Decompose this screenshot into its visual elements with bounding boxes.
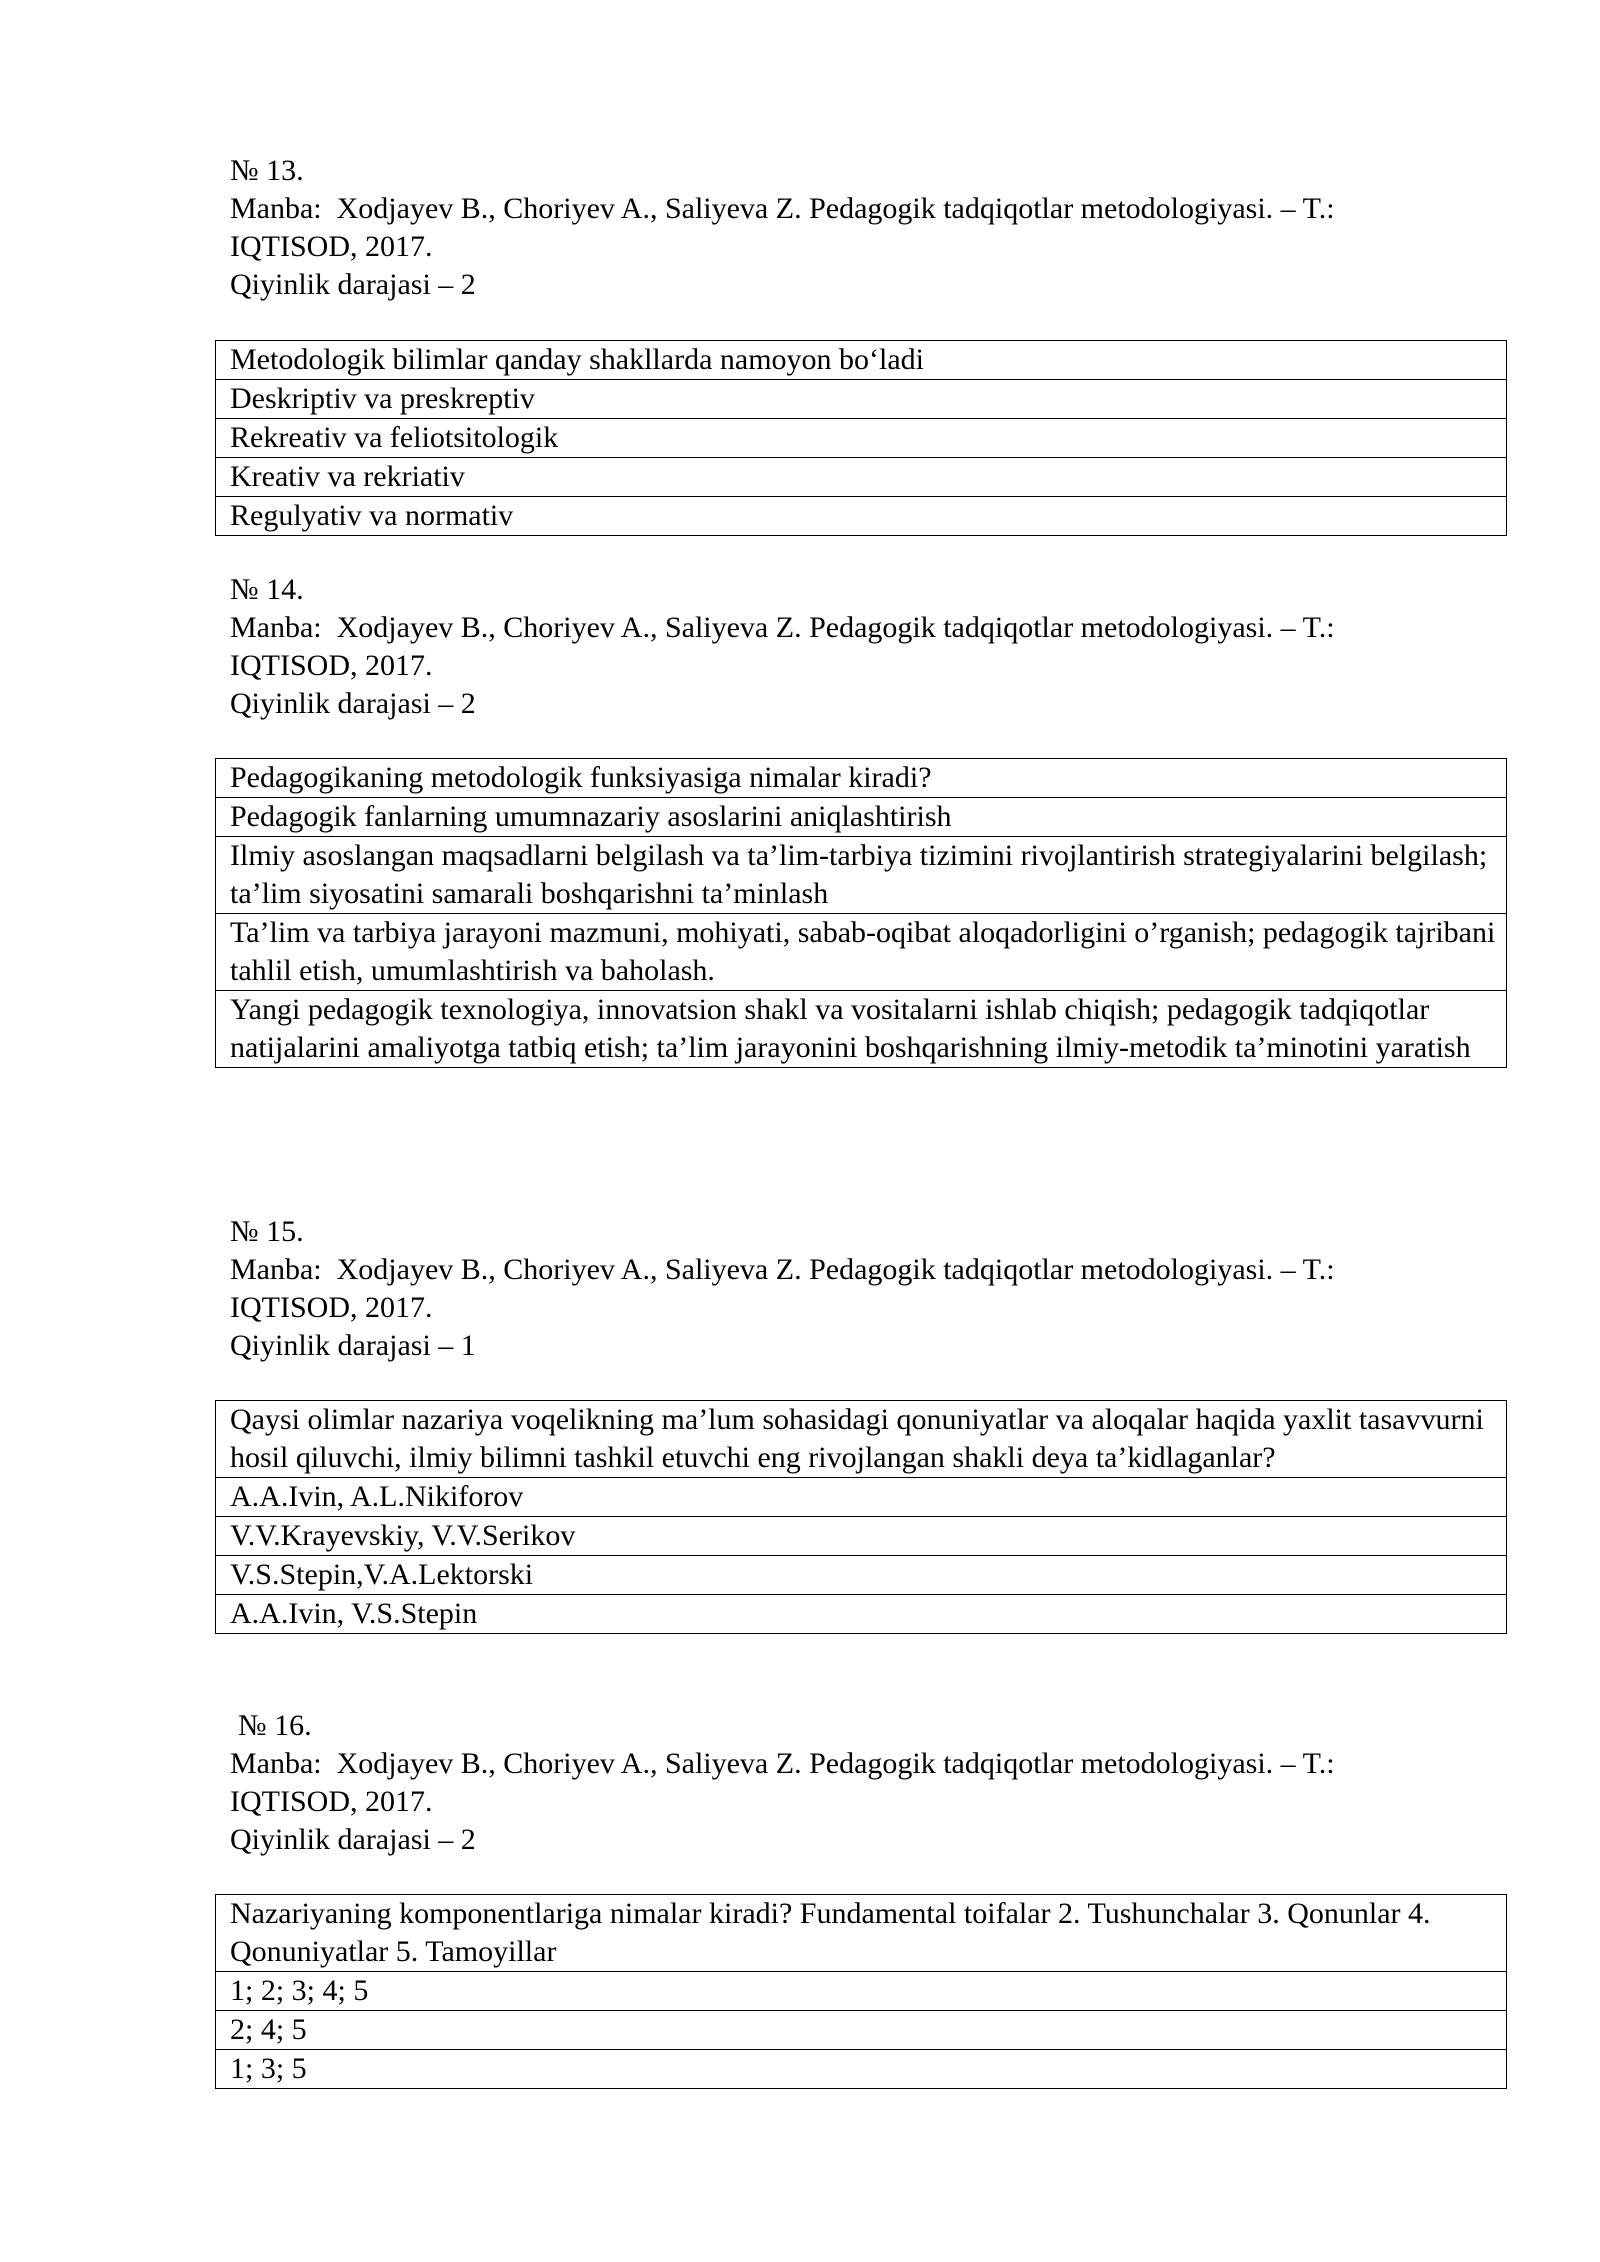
difficulty-level: Qiyinlik darajasi – 2 (230, 687, 476, 720)
question-15-table (215, 1400, 1507, 1634)
question-number: № 15. (230, 1215, 304, 1248)
difficulty-level: Qiyinlik darajasi – 1 (230, 1329, 476, 1362)
question-number: № 14. (230, 573, 304, 606)
source-line: Manba: Xodjayev B., Choriyev A., Saliyeva Z. Pedagogik tadqiqotlar metodologiyasi. – T.: (230, 192, 1335, 225)
difficulty-level: Qiyinlik darajasi – 2 (230, 1823, 476, 1856)
source-line: Manba: Xodjayev B., Choriyev A., Saliyeva Z. Pedagogik tadqiqotlar metodologiyasi. – T.: (230, 1253, 1335, 1286)
answer-option: 2; 4; 5 (216, 2011, 1507, 2050)
answer-option: A.A.Ivin, A.L.Nikiforov (216, 1478, 1507, 1517)
answer-option: V.V.Krayevskiy, V.V.Serikov (216, 1517, 1507, 1556)
question-13-table (215, 340, 1507, 536)
question-13-header (0, 152, 1600, 304)
answer-option: Regulyativ va normativ (216, 497, 1507, 536)
answer-option: Ta’lim va tarbiya jarayoni mazmuni, mohiyati, sabab-oqibat aloqadorligini o’rganish; pedagogik tajribani tahlil etish, umumlashtirish va baholash. (216, 914, 1507, 991)
answer-option: Yangi pedagogik texnologiya, innovatsion shakl va vositalarni ishlab chiqish; pedagogik tadqiqotlar natijalarini amaliyotga tatbiq etish; ta’lim jarayonini boshqarishning ilmiy-metodik ta’minotini yaratish (216, 991, 1507, 1068)
answer-option: Rekreativ va feliotsitologik (216, 419, 1507, 458)
question-number: № 13. (230, 154, 304, 187)
answer-option: Kreativ va rekriativ (216, 458, 1507, 497)
answer-option: 1; 3; 5 (216, 2050, 1507, 2089)
question-15-header (0, 1213, 1600, 1365)
answer-option: Ilmiy asoslangan maqsadlarni belgilash va ta’lim-tarbiya tizimini rivojlantirish strategiyalarini belgilash; ta’lim siyosatini samarali boshqarishni ta’minlash (216, 837, 1507, 914)
answer-option: Deskriptiv va preskreptiv (216, 380, 1507, 419)
source-line: IQTISOD, 2017. (230, 649, 433, 682)
question-text: Qaysi olimlar nazariya voqelikning ma’lum sohasidagi qonuniyatlar va aloqalar haqida yaxlit tasavvurni hosil qiluvchi, ilmiy bilimni tashkil etuvchi eng rivojlangan shakli deya ta’kidlaganlar? (216, 1401, 1507, 1478)
question-14-header (0, 571, 1600, 723)
question-text: Metodologik bilimlar qanday shakllarda namoyon bo‘ladi (216, 341, 1507, 380)
difficulty-level: Qiyinlik darajasi – 2 (230, 268, 476, 301)
answer-option: Pedagogik fanlarning umumnazariy asoslarini aniqlashtirish (216, 798, 1507, 837)
question-text: Nazariyaning komponentlariga nimalar kiradi? Fundamental toifalar 2. Tushunchalar 3. Qonunlar 4. Qonuniyatlar 5. Tamoyillar (216, 1895, 1507, 1972)
answer-option: A.A.Ivin, V.S.Stepin (216, 1595, 1507, 1634)
source-line: IQTISOD, 2017. (230, 1785, 433, 1818)
source-line: IQTISOD, 2017. (230, 230, 433, 263)
answer-option: V.S.Stepin,V.A.Lektorski (216, 1556, 1507, 1595)
question-number: № 16. (238, 1709, 312, 1742)
source-line: Manba: Xodjayev B., Choriyev A., Saliyeva Z. Pedagogik tadqiqotlar metodologiyasi. – T.: (230, 1747, 1335, 1780)
question-text: Pedagogikaning metodologik funksiyasiga nimalar kiradi? (216, 759, 1507, 798)
answer-option: 1; 2; 3; 4; 5 (216, 1972, 1507, 2011)
question-14-table (215, 758, 1507, 1068)
question-16-header (0, 1707, 1600, 1859)
question-16-table (215, 1894, 1507, 2089)
source-line: IQTISOD, 2017. (230, 1291, 433, 1324)
source-line: Manba: Xodjayev B., Choriyev A., Saliyeva Z. Pedagogik tadqiqotlar metodologiyasi. – T.: (230, 611, 1335, 644)
